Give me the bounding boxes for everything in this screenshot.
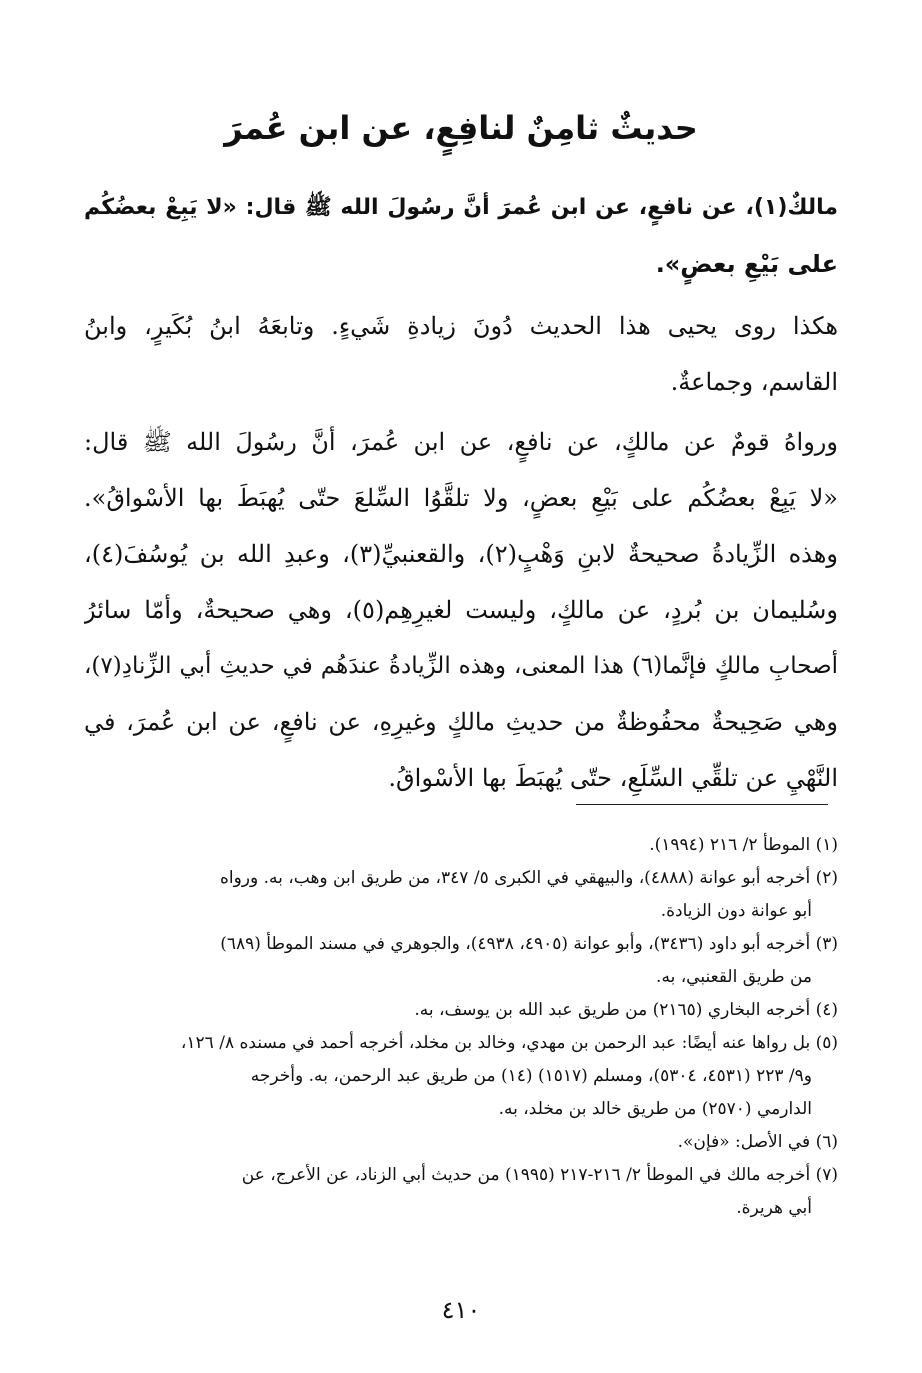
text-line: «لا يَبِعْ بعضُكُم على بَيْعِ بعضٍ، ولا تلقَّوُا السِّلعَ حتّى يُهبَطَ بها الأسْواقُ». [84,484,838,512]
footnote-continuation: الدارمي (٢٥٧٠) من طريق خالد بن مخلد، به. [498,1099,812,1119]
text-line: مالكٌ(١)، عن نافعٍ، عن ابن عُمرَ أنَّ رسُولَ الله ﷺ قال: «لا يَبِعْ بعضُكُم [84,195,838,220]
text-line: القاسم، وجماعةٌ. [670,368,838,396]
footnote: (١) الموطأ ٢/ ٢١٦ (١٩٩٤). [649,835,838,855]
text-line: النَّهْيِ عن تلقِّي السِّلَعِ، حتّى يُهبَطَ بها الأسْواقُ. [388,764,838,792]
text-line: وهذه الزِّيادةُ صحيحةٌ لابنِ وَهْبٍ(٢)، والقعنبيِّ(٣)، وعبدِ الله بن يُوسُفَ(٤)، [84,540,838,568]
text-line: على بَيْعِ بعضٍ». [655,250,838,278]
text-line: وسُليمان بن بُردٍ، عن مالكٍ، وليست لغيرِهِم(٥)، وهي صحيحةٌ، وأمّا سائرُ [84,596,838,624]
footnote-continuation: أبي هريرة. [736,1198,812,1218]
footnote-separator [576,804,828,805]
footnote: (٤) أخرجه البخاري (٢١٦٥) من طريق عبد الله بن يوسف، به. [414,1000,838,1020]
page-title: حديثٌ ثامِنٌ لنافِعٍ، عن ابن عُمرَ [224,109,698,147]
footnotes [86,829,838,1225]
footnote: (٣) أخرجه أبو داود (٣٤٣٦)، وأبو عوانة (٤٩٠٥، ٤٩٣٨)، والجوهري في مسند الموطأ (٦٨٩) [220,934,838,954]
footnote: (٥) بل رواها عنه أيضًا: عبد الرحمن بن مهدي، وخالد بن مخلد، أخرجه أحمد في مسنده ٨/ ١٢٦، [180,1033,838,1053]
hadith-text [84,180,838,292]
footnote-continuation: أبو عوانة دون الزيادة. [660,901,812,921]
footnote: (٦) في الأصل: «فإن». [677,1132,838,1152]
text-line: هكذا روى يحيى هذا الحديث دُونَ زيادةِ شَيءٍ. وتابعَهُ ابنُ بُكَيرٍ، وابنُ [84,312,838,340]
commentary-paragraph [84,298,838,410]
footnote-continuation: من طريق القعنبي، به. [656,967,812,987]
footnote-continuation: و٩/ ٢٢٣ (٤٥٣١، ٥٣٠٤)، ومسلم (١٥١٧) (١٤) من طريق عبد الرحمن، به. وأخرجه [250,1066,812,1086]
footnote: (٧) أخرجه مالك في الموطأ ٢/ ٢١٦-٢١٧ (١٩٩٥) من حديث أبي الزناد، عن الأعرج، عن [241,1165,838,1185]
commentary-paragraph [84,414,838,806]
page-number: ٤١٠ [441,1296,481,1324]
text-line: أصحابِ مالكٍ فإنَّما(٦) هذا المعنى، وهذه الزِّيادةُ عندَهُم في حديثِ أبي الزِّنادِ(٧)، [84,653,838,679]
text-line: ورواهُ قومٌ عن مالكٍ، عن نافعٍ، عن ابن عُمرَ، أنَّ رسُولَ الله ﷺ قال: [84,428,838,456]
text-line: وهي صَحِيحةٌ محفُوظةٌ من حديثِ مالكٍ وغيرِهِ، عن نافعٍ، عن ابن عُمرَ، في [84,708,838,736]
footnote: (٢) أخرجه أبو عوانة (٤٨٨٨)، والبيهقي في الكبرى ٥/ ٣٤٧، من طريق ابن وهب، به. ورواه [219,868,838,888]
